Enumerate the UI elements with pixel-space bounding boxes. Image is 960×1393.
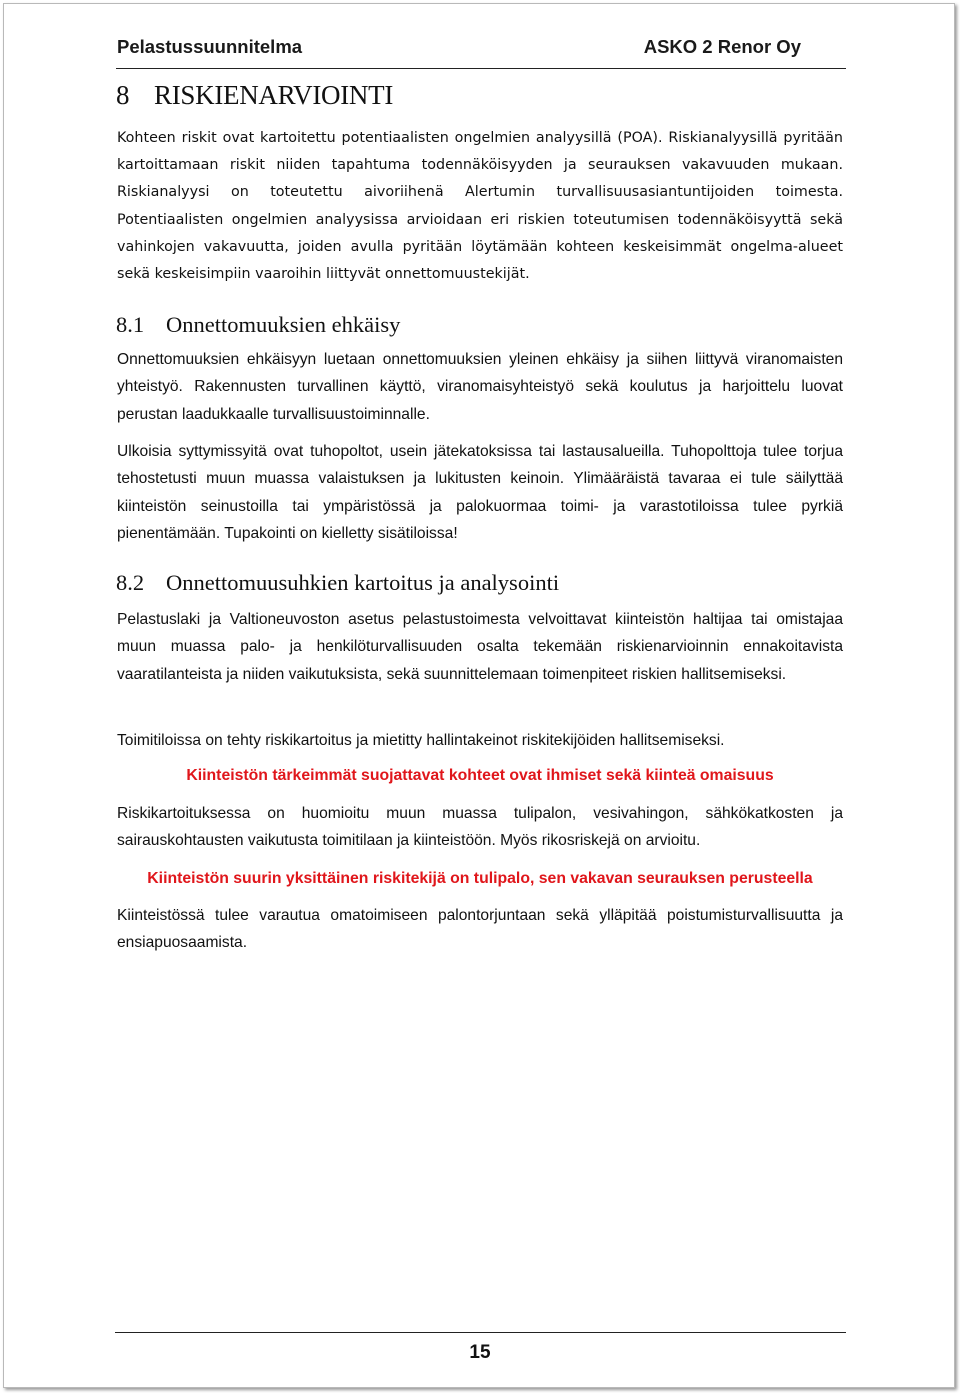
section-8-1-title: Onnettomuuksien ehkäisy — [166, 312, 401, 337]
section-8-1-heading — [116, 312, 400, 338]
page-number: 15 — [469, 1342, 491, 1363]
section-8-title: RISKIENARVIOINTI — [154, 80, 394, 110]
highlight-biggest-risk: Kiinteistön suurin yksittäinen riskitekijä on tulipalo, sen vakavan seurauksen perusteella — [147, 870, 813, 887]
section-8-2-title: Onnettomuusuhkien kartoitus ja analysointi — [166, 570, 560, 595]
page-header — [116, 34, 846, 69]
footer-divider — [115, 1332, 846, 1333]
section-8-2-number: 8.2 — [116, 570, 145, 595]
section-8-heading — [116, 80, 393, 111]
header-document-title: Pelastussuunnitelma — [117, 36, 303, 57]
header-company-name: ASKO 2 Renor Oy — [643, 36, 801, 57]
section-8-2-paragraph-2: Toimitiloissa on tehty riskikartoitus ja mietitty hallintakeinot riskitekijöiden hallitsemiseksi. — [117, 732, 725, 749]
section-8-2-heading — [116, 570, 559, 596]
section-8-2-paragraph-4: Kiinteistössä tulee varautua omatoimiseen palontorjuntaan sekä ylläpitää poistumisturvallisuutta ja ensiapuosaamista. — [117, 907, 843, 952]
section-8-2-paragraph-1: Pelastuslaki ja Valtioneuvoston asetus pelastustoimesta velvoittavat kiinteistön haltijaa tai omistajaa muun muassa palo- ja henkilöturvallisuuden osalta tekemään riskienarvioinnin ennakoitavista vaaratilanteista ja niiden vaikutuksista, sekä suunnittelemaan toimenpiteet riskien hallitsemiseksi. — [117, 611, 843, 683]
section-8-1-paragraph-1: Onnettomuuksien ehkäisyyn luetaan onnettomuuksien yleinen ehkäisy ja siihen liittyvä viranomaisten yhteistyö. Rakennusten turvallinen käyttö, viranomaisyhteistyö sekä koulutus ja harjoittelu luovat perustan laadukkaalle turvallisuustoiminnalle. — [117, 351, 843, 423]
highlight-protected-targets: Kiinteistön tärkeimmät suojattavat kohteet ovat ihmiset sekä kiinteä omaisuus — [186, 767, 774, 784]
section-8-2-paragraph-3: Riskikartoituksessa on huomioitu muun muassa tulipalon, vesivahingon, sähkökatkosten ja sairauskohtausten vaikutusta toimitilaan ja kiinteistöön. Myös rikosriskejä on arvioitu. — [117, 805, 843, 850]
section-8-1-paragraph-2: Ulkoisia syttymissyitä ovat tuhopoltot, usein jätekatoksissa tai lastausalueilla. Tuhopolttoja tulee torjua tehostetusti muun muassa valaistuksen ja lukitusten keinoin. Ylimääräistä tavaraa ei tule säilyttää kiinteistön seinustoilla tai ympäristössä ja palokuormaa toimi- ja varastotiloissa tulee pyrkiä pienentämään. Tupakointi on kielletty sisätiloissa! — [117, 443, 843, 543]
section-8-1-number: 8.1 — [116, 312, 145, 337]
section-8-number: 8 — [116, 80, 130, 110]
section-8-paragraph: Kohteen riskit ovat kartoitettu potentiaalisten ongelmien analyysillä (POA). Riskianalyysillä pyritään kartoittamaan riskit niiden tapahtuma todennäköisyyden ja seurauksen vakavuuden mukaan. Riskianalyysi on toteutettu aivoriihenä Alertumin turvallisuusasiantuntijoiden toimesta. Potentiaalisten ongelmien analyysissa arvioidaan eri riskien toteutumisen todennäköisyyttä sekä vahinkojen vakavuutta, joiden avulla pyritään löytämään kohteen keskeisimmät ongelma-alueet sekä keskeisimpiin vaaroihin liittyvät onnettomuustekijät. — [117, 130, 843, 283]
